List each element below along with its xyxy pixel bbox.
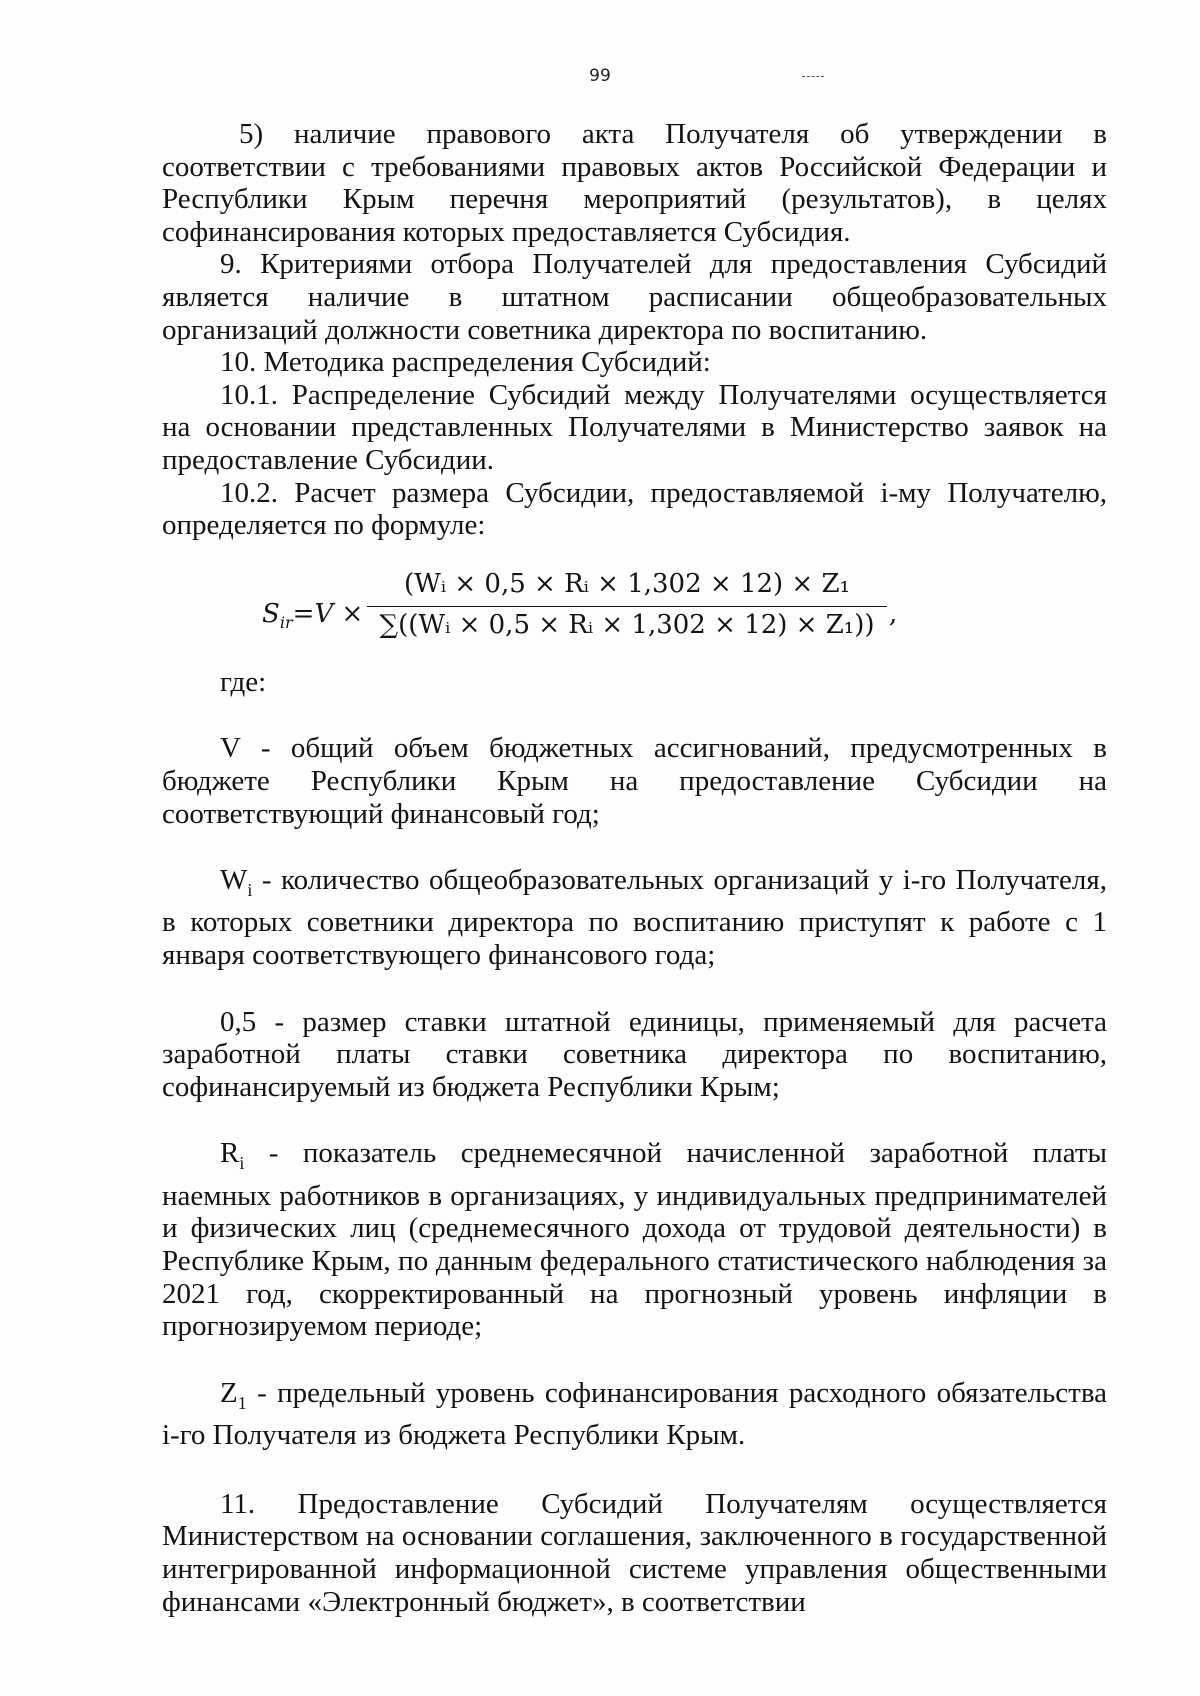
where-label: где: [220, 665, 267, 698]
formula-lhs: $S_{ir}=V$ × [262, 598, 364, 632]
paragraph-10-2: 10.2. Расчет размера Субсидии, предоставляемой i-му Получателю, определяется по формуле: [162, 476, 1107, 542]
formula-numerator: (Wᵢ × 0,5 × Rᵢ × 1,302 × 12) × Z₁ [404, 568, 850, 599]
fraction-bar [367, 606, 887, 607]
definition-rate: 0,5 - размер ставки штатной единицы, применяемый для расчета заработной платы ставки советника директора по воспитанию, софинансируемый из бюджета Республики Крым; [162, 1005, 1107, 1103]
document-body [162, 118, 1107, 1618]
definition-v: V - общий объем бюджетных ассигнований, предусмотренных в бюджете Республики Крым на предоставление Субсидии на соответствующий финансовый год; [162, 732, 1107, 830]
subsidy-formula [162, 568, 1107, 660]
definition-r: $R_i$ - показатель среднемесячной начисленной заработной платы наемных работников в организациях, у индивидуальных предпринимателей и физических лиц (среднемесячного дохода от трудовой деятельности) в Республике Крым, по данным федерального статистического наблюдения за 2021 год, скорректированный на прогнозный уровень инфляции в прогнозируемом периоде; [162, 1137, 1107, 1343]
definition-z: $Z_1$ - предельный уровень софинансирования расходного обязательства i-го Получателя из бюджета Республики Крым. [162, 1376, 1107, 1452]
formula-denominator: ∑((Wᵢ × 0,5 × Rᵢ × 1,302 × 12) × Z₁)) [379, 609, 875, 640]
definition-w: $W_i$ - количество общеобразовательных организаций у i-го Получателя, в которых советники директора по воспитанию приступят к работе с 1 января соответствующего финансового года; [162, 864, 1107, 972]
formula-comma: , [889, 598, 898, 629]
paragraph-9: 9. Критериями отбора Получателей для предоставления Субсидий является наличие в штатном расписании общеобразовательных организаций должности советника директора по воспитанию. [162, 248, 1107, 346]
paragraph-10-1: 10.1. Распределение Субсидий между Получателями осуществляется на основании представленных Получателями в Министерство заявок на предоставление Субсидии. [162, 378, 1107, 476]
scan-mark [802, 76, 824, 77]
paragraph-11: 11. Предоставление Субсидий Получателям осуществляется Министерством на основании соглашения, заключенного в государственной интегрированной информационной системе управления общественными финансами «Электронный бюджет», в соответствии [162, 1487, 1107, 1618]
paragraph-10: 10. Методика распределения Субсидий: [220, 346, 711, 379]
paragraph-5: 5) наличие правового акта Получателя об утверждении в соответствии с требованиями правовых актов Российской Федерации и Республики Крым перечня мероприятий (результатов), в целях софинансирования которых предоставляется Субсидия. [162, 118, 1107, 248]
formula-fraction [367, 568, 887, 642]
page-number: 99 [589, 66, 611, 86]
